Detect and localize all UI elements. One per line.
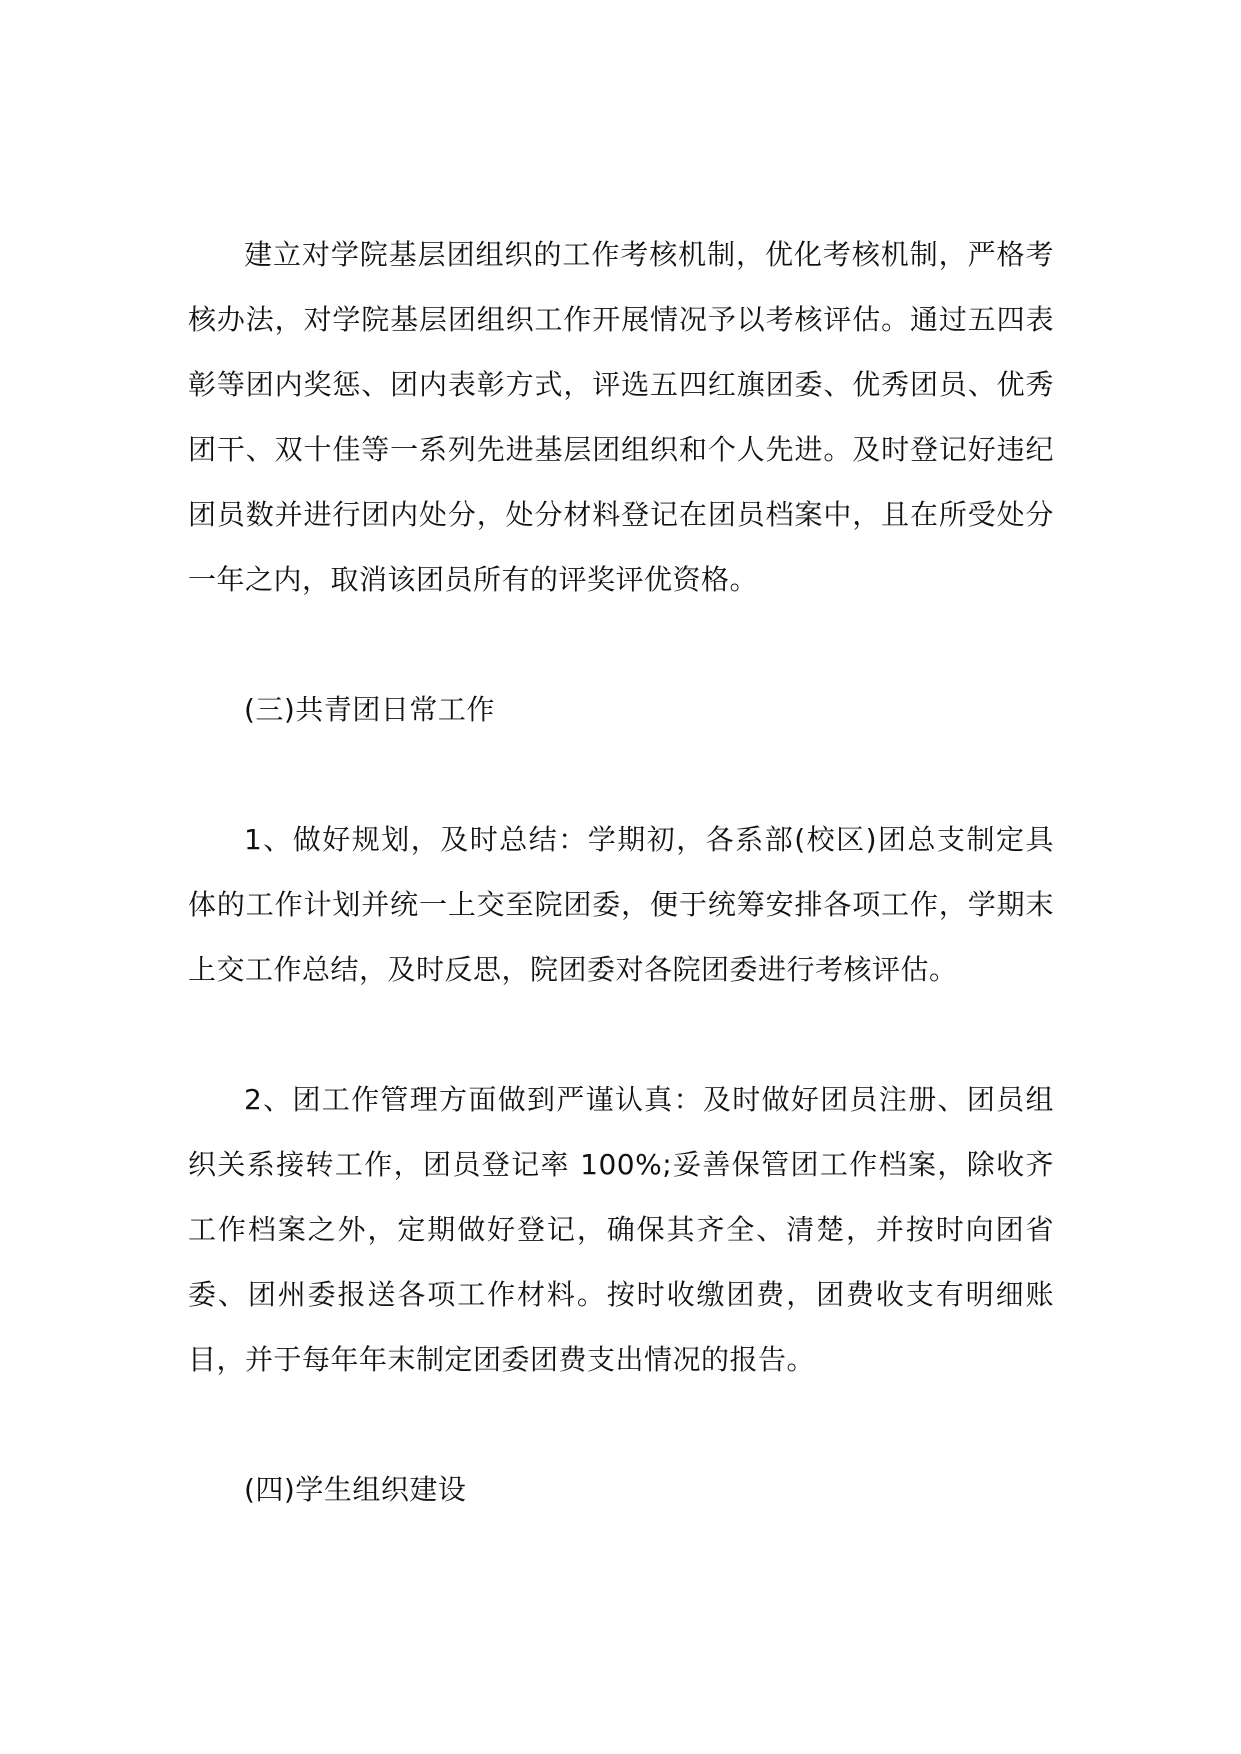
paragraph-management: 2、团工作管理方面做到严谨认真：及时做好团员注册、团员组织关系接转工作，团员登记率 100%;妥善保管团工作档案，除收齐工作档案之外，定期做好登记，确保其齐全、清楚，并按时向团省委、团州委报送各项工作材料。按时收缴团费，团费收支有明细账目，并于每年年末制定团委团费支出情况的报告。 [188, 1083, 1054, 1376]
document-body [188, 222, 1054, 1522]
section-heading-3: (三)共青团日常工作 [244, 693, 495, 726]
paragraph-planning-summary: 1、做好规划，及时总结：学期初，各系部(校区)团总支制定具体的工作计划并统一上交至院团委，便于统筹安排各项工作，学期末上交工作总结，及时反思，院团委对各院团委进行考核评估。 [188, 823, 1054, 986]
section-heading-4: (四)学生组织建设 [244, 1473, 467, 1506]
paragraph-assessment-mechanism: 建立对学院基层团组织的工作考核机制，优化考核机制，严格考核办法，对学院基层团组织工作开展情况予以考核评估。通过五四表彰等团内奖惩、团内表彰方式，评选五四红旗团委、优秀团员、优秀团干、双十佳等一系列先进基层团组织和个人先进。及时登记好违纪团员数并进行团内处分，处分材料登记在团员档案中，且在所受处分一年之内，取消该团员所有的评奖评优资格。 [188, 238, 1054, 596]
